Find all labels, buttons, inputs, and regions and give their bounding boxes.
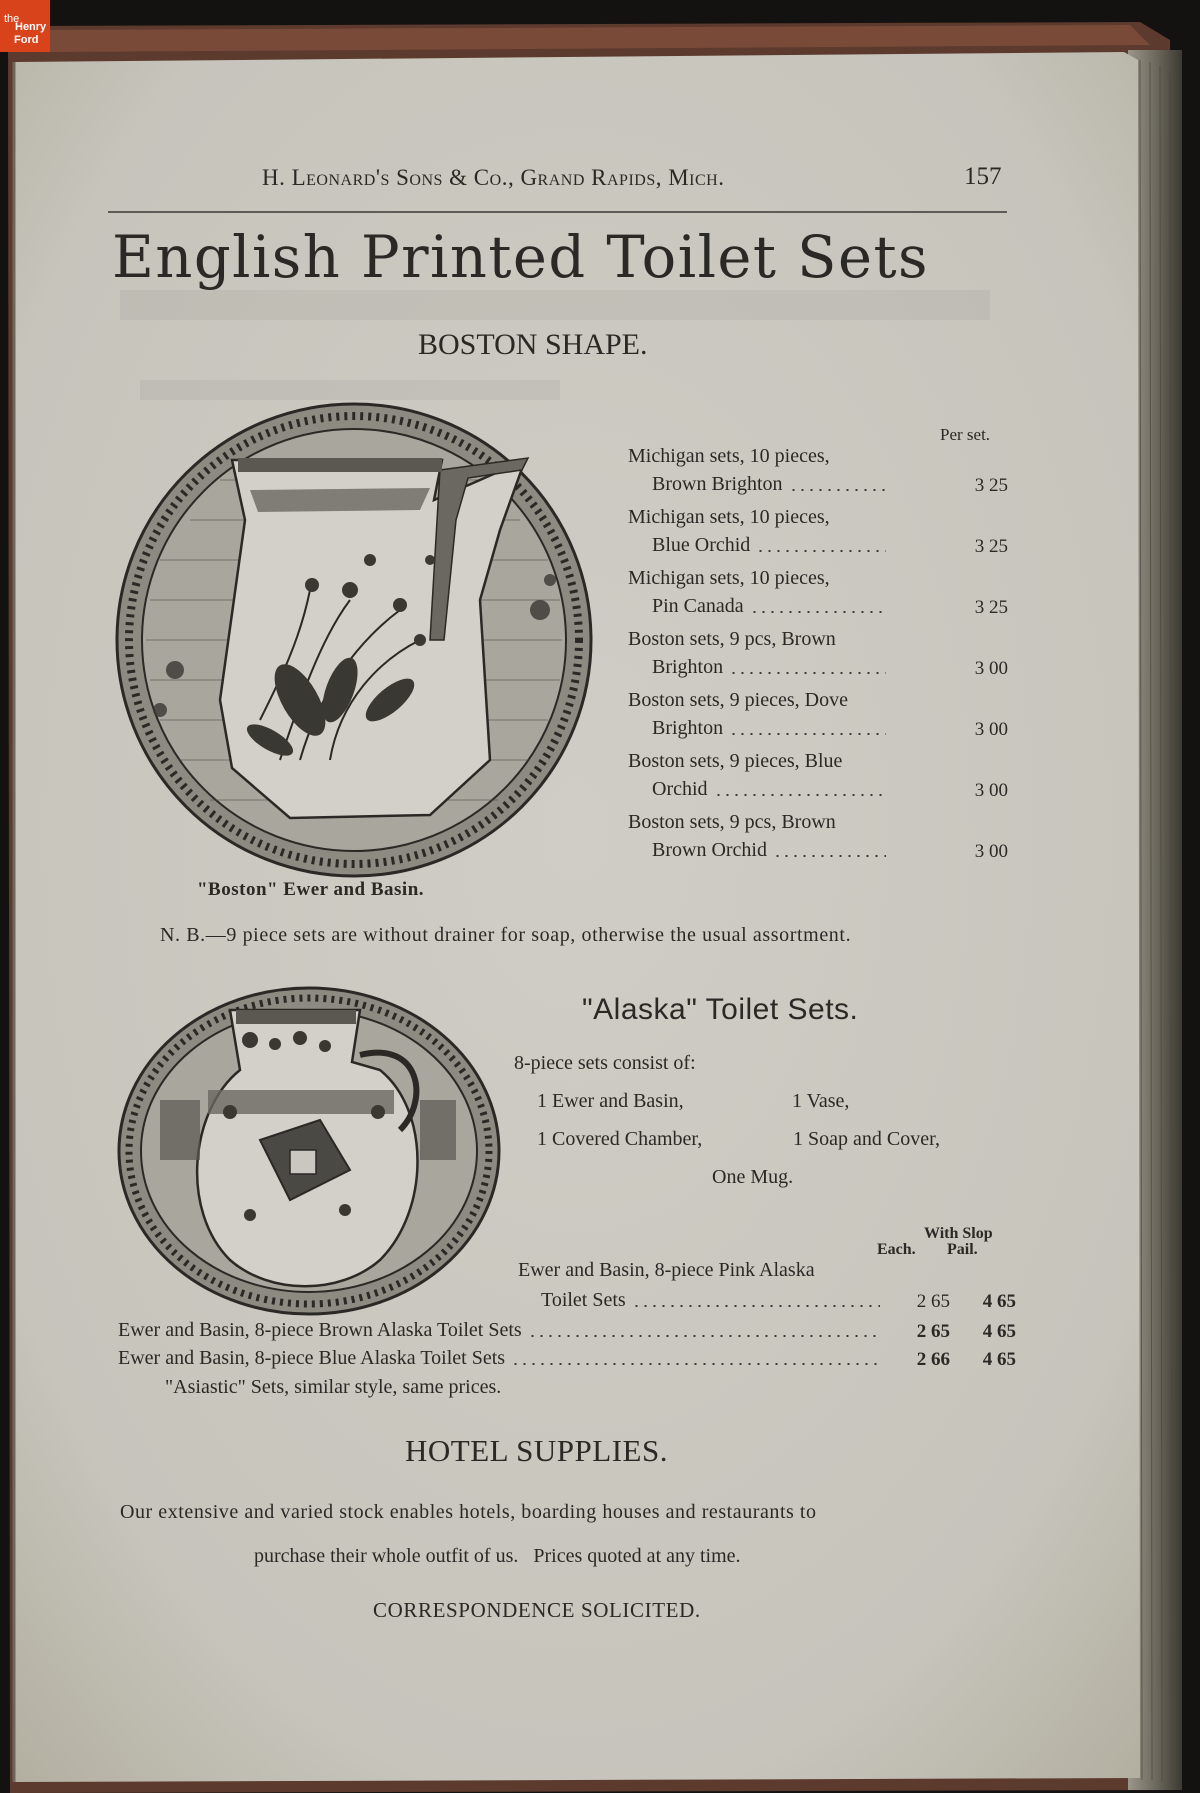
leader-dots [714,794,886,796]
per-set-label: Per set. [940,425,991,444]
alaska-item-mug: One Mug. [712,1166,794,1188]
boston-item-line2 [652,779,886,801]
leader-dots [773,855,886,857]
boston-item-name: Brown Orchid [652,840,767,861]
page-number: 157 [964,163,1002,190]
alaska-row-each-price: 2 65 [916,1321,950,1342]
boston-item-name: Pin Canada [652,596,744,617]
boston-item-price: 3 00 [974,658,1008,679]
boston-item-name: Brighton [652,657,724,678]
alaska-item-ewer-basin: 1 Ewer and Basin, [537,1090,684,1112]
boston-item-price: 3 25 [974,536,1008,557]
leader-dots [756,550,886,552]
alaska-row-each-price: 2 66 [916,1349,950,1370]
boston-item-line1: Michigan sets, 10 pieces, [628,445,830,467]
boston-note: N. B.—9 piece sets are without drainer for soap, otherwise the usual assortment. [160,924,852,946]
leader-dots [750,611,886,613]
alaska-item-covered-chamber: 1 Covered Chamber, [537,1128,703,1150]
boston-item-price: 3 00 [974,719,1008,740]
leader-dots [729,672,886,674]
boston-item-line1: Michigan sets, 10 pieces, [628,567,830,589]
alaska-row-line1: Ewer and Basin, 8-piece Pink Alaska [518,1259,815,1281]
logo-line-the: the [4,13,20,25]
boston-item-line2 [652,657,886,679]
leader-dots [729,733,886,735]
alaska-row-slop-price: 4 65 [982,1291,1016,1312]
boston-item-line2 [652,718,886,740]
col-header-slop-1: With Slop [924,1225,993,1242]
boston-item-price: 3 00 [974,841,1008,862]
henry-ford-logo [0,0,50,52]
leader-dots [528,1335,880,1337]
asiatic-note: "Asiastic" Sets, similar style, same prices. [165,1376,502,1398]
boston-item-name: Brighton [652,718,724,739]
alaska-row-each-price: 2 65 [916,1291,950,1312]
boston-item-name: Orchid [652,779,708,800]
alaska-row-label: Toilet Sets [541,1290,626,1311]
boston-item-line2 [652,596,886,618]
boston-item-line2 [652,840,886,862]
boston-item-price: 3 25 [974,475,1008,496]
boston-subtitle: BOSTON SHAPE. [418,328,648,361]
alaska-row-name [118,1348,880,1370]
boston-caption: "Boston" Ewer and Basin. [197,879,425,900]
alaska-row-label: Ewer and Basin, 8-piece Brown Alaska Toilet Sets [118,1320,522,1341]
boston-item-line2 [652,474,886,496]
boston-item-line2 [652,535,886,557]
alaska-item-vase: 1 Vase, [792,1090,850,1112]
boston-item-name: Brown Brighton [652,474,783,495]
logo-line-ford: Ford [14,34,39,46]
boston-item-price: 3 25 [974,597,1008,618]
boston-item-line1: Boston sets, 9 pieces, Blue [628,750,843,772]
boston-item-line1: Boston sets, 9 pieces, Dove [628,689,848,711]
alaska-row-name [541,1290,880,1312]
hotel-heading: HOTEL SUPPLIES. [405,1433,668,1468]
leader-dots [632,1305,880,1307]
boston-item-line1: Michigan sets, 10 pieces, [628,506,830,528]
boston-item-name: Blue Orchid [652,535,751,556]
col-header-each: Each. [877,1241,916,1258]
alaska-consist-line: 8-piece sets consist of: [514,1052,696,1074]
alaska-row-name [118,1320,880,1342]
hotel-text-line-2: purchase their whole outfit of us. Prices quoted at any time. [254,1545,741,1567]
hotel-text-line-1: Our extensive and varied stock enables hotels, boarding houses and restaurants to [120,1501,817,1523]
alaska-row-slop-price: 4 65 [982,1321,1016,1342]
logo-line-henry: Henry [15,21,47,33]
alaska-row-slop-price: 4 65 [982,1349,1016,1370]
page-title: English Printed Toilet Sets [112,223,929,291]
alaska-row-label: Ewer and Basin, 8-piece Blue Alaska Toilet Sets [118,1348,506,1369]
correspondence-solicited: CORRESPONDENCE SOLICITED. [373,1598,701,1622]
col-header-slop-2: Pail. [947,1241,978,1258]
alaska-item-soap-cover: 1 Soap and Cover, [793,1128,940,1150]
leader-dots [789,489,886,491]
boston-item-line1: Boston sets, 9 pcs, Brown [628,811,836,833]
boston-item-line1: Boston sets, 9 pcs, Brown [628,628,836,650]
running-head: H. Leonard's Sons & Co., Grand Rapids, Mich. [262,165,725,190]
leader-dots [511,1363,880,1365]
boston-item-price: 3 00 [974,780,1008,801]
alaska-heading: "Alaska" Toilet Sets. [582,993,859,1026]
